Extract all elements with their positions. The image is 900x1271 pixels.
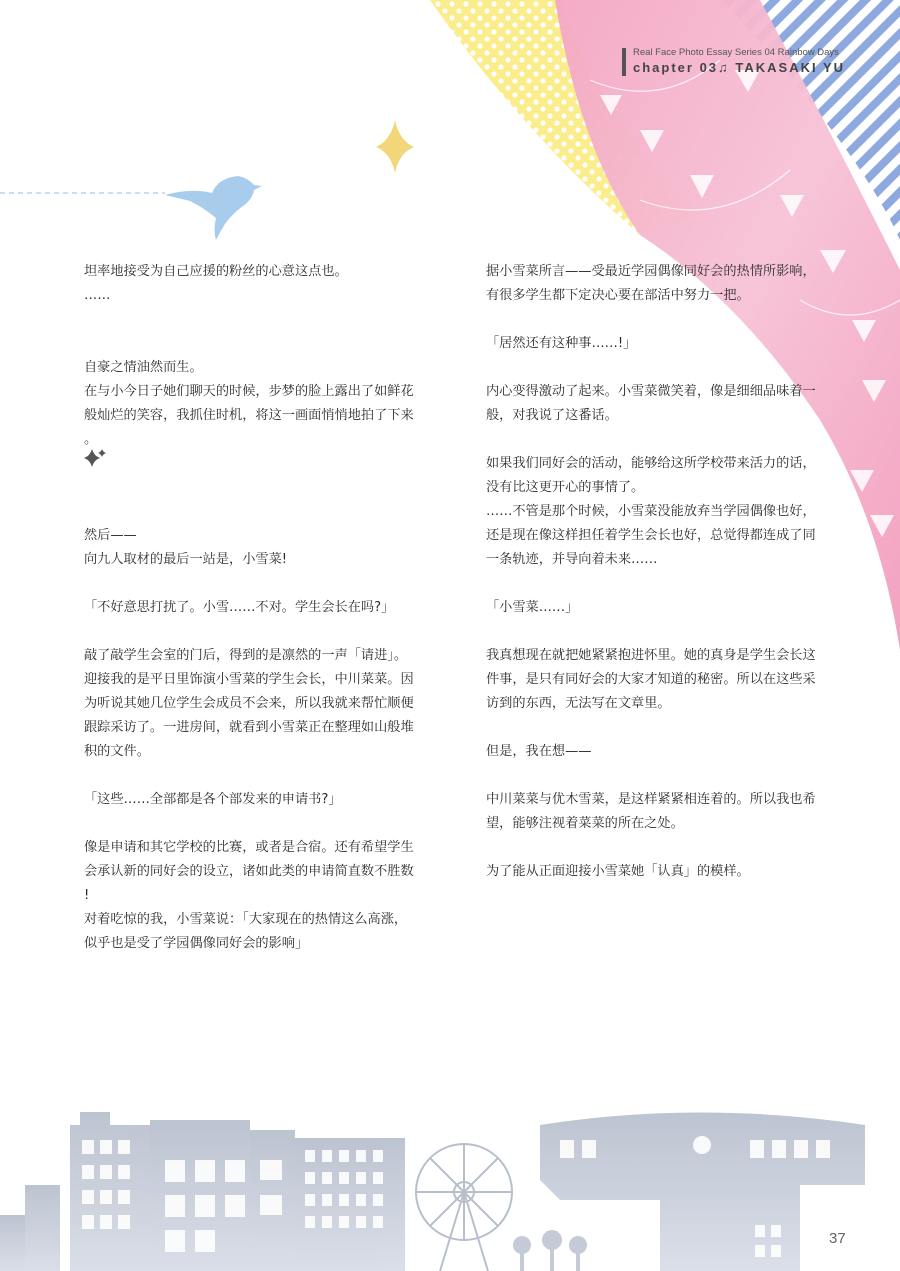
left-text-column <box>84 260 440 956</box>
paragraph-line: 在与小今日子她们聊天的时候，步梦的脸上露出了如鲜花 <box>84 384 414 399</box>
paragraph-line: 「不好意思打扰了。小雪……不对。学生会长在吗?」 <box>84 600 395 615</box>
page-number: 37 <box>829 1230 846 1247</box>
paragraph-line: 件事，是只有同好会的大家才知道的秘密。所以在这些采 <box>486 672 816 687</box>
paragraph-line: 般，对我说了这番话。 <box>486 408 618 423</box>
header-bar <box>622 48 626 76</box>
paragraph-line: 为了能从正面迎接小雪菜她「认真」的模样。 <box>486 864 750 879</box>
paragraph-line: 我真想现在就把她紧紧抱进怀里。她的真身是学生会长这 <box>486 648 816 663</box>
paragraph-line: 向九人取材的最后一站是，小雪菜! <box>84 552 288 567</box>
paragraph-line: 对着吃惊的我，小雪菜说：「大家现在的热情这么高涨， <box>84 912 408 927</box>
paragraph-line: 内心变得激动了起来。小雪菜微笑着，像是细细品味着一 <box>486 384 816 399</box>
bird-icon <box>165 176 262 240</box>
paragraph-line: 据小雪菜所言——受最近学园偶像同好会的热情所影响， <box>486 264 816 279</box>
paragraph-line: 「这些……全部都是各个部发来的申请书?」 <box>84 792 342 807</box>
paragraph-line: 敲了敲学生会室的门后，得到的是凛然的一声「请进」。 <box>84 648 408 663</box>
paragraph-line: 还是现在像这样担任着学生会长也好，总觉得都连成了同 <box>486 528 816 543</box>
chapter-title: chapter 03♫ TAKASAKI YU <box>633 60 846 75</box>
paragraph-line: 般灿烂的笑容，我抓住时机，将这一画面悄悄地拍了下来 <box>84 408 414 423</box>
paragraph-line: 为听说其她几位学生会成员不会来，所以我就来帮忙顺便 <box>84 696 414 711</box>
section-divider <box>84 452 440 500</box>
paragraph-line: 会承认新的同好会的设立，诸如此类的申请简直数不胜数 <box>84 864 414 879</box>
paragraph-line: 然后—— <box>84 528 137 543</box>
paragraph-line: 自豪之情油然而生。 <box>84 360 203 375</box>
paragraph-line: ……不管是那个时候，小雪菜没能放弃当学园偶像也好， <box>486 504 816 519</box>
paragraph-line: 。 <box>84 432 98 447</box>
paragraph-line: 中川菜菜与优木雪菜，是这样紧紧相连着的。所以我也希 <box>486 792 816 807</box>
paragraph-line: 但是，我在想—— <box>486 744 592 759</box>
paragraph-line: 望，能够注视着菜菜的所在之处。 <box>486 816 684 831</box>
star-icon <box>376 120 414 173</box>
paragraph-line: 「居然还有这种事……!」 <box>486 336 637 351</box>
paragraph-line: 有很多学生都下定决心要在部活中努力一把。 <box>486 288 750 303</box>
paragraph-line: 积的文件。 <box>84 744 150 759</box>
paragraph-line: 访到的东西，无法写在文章里。 <box>486 696 671 711</box>
paragraph-line: …… <box>84 288 111 303</box>
paragraph-line: 像是申请和其它学校的比赛，或者是合宿。还有希望学生 <box>84 840 414 855</box>
paragraph-line: 跟踪采访了。一进房间，就看到小雪菜正在整理如山般堆 <box>84 720 414 735</box>
paragraph-line: 迎接我的是平日里饰演小雪菜的学生会长，中川菜菜。因 <box>84 672 414 687</box>
paragraph-line: 似乎也是受了学园偶像同好会的影响」 <box>84 936 309 951</box>
paragraph-line: 坦率地接受为自己应援的粉丝的心意这点也。 <box>84 264 348 279</box>
paragraph-line: 没有比这更开心的事情了。 <box>486 480 645 495</box>
paragraph-line: 「小雪菜……」 <box>486 600 579 615</box>
paragraph-line: 一条轨迹，并导向着未来…… <box>486 552 658 567</box>
series-title: Real Face Photo Essay Series 04 Rainbow Days <box>633 47 839 58</box>
paragraph-line: ! <box>84 888 90 903</box>
ferris-wheel-icon <box>416 1144 512 1271</box>
paragraph-line: 如果我们同好会的活动，能够给这所学校带来活力的话， <box>486 456 816 471</box>
right-text-column <box>486 260 842 884</box>
